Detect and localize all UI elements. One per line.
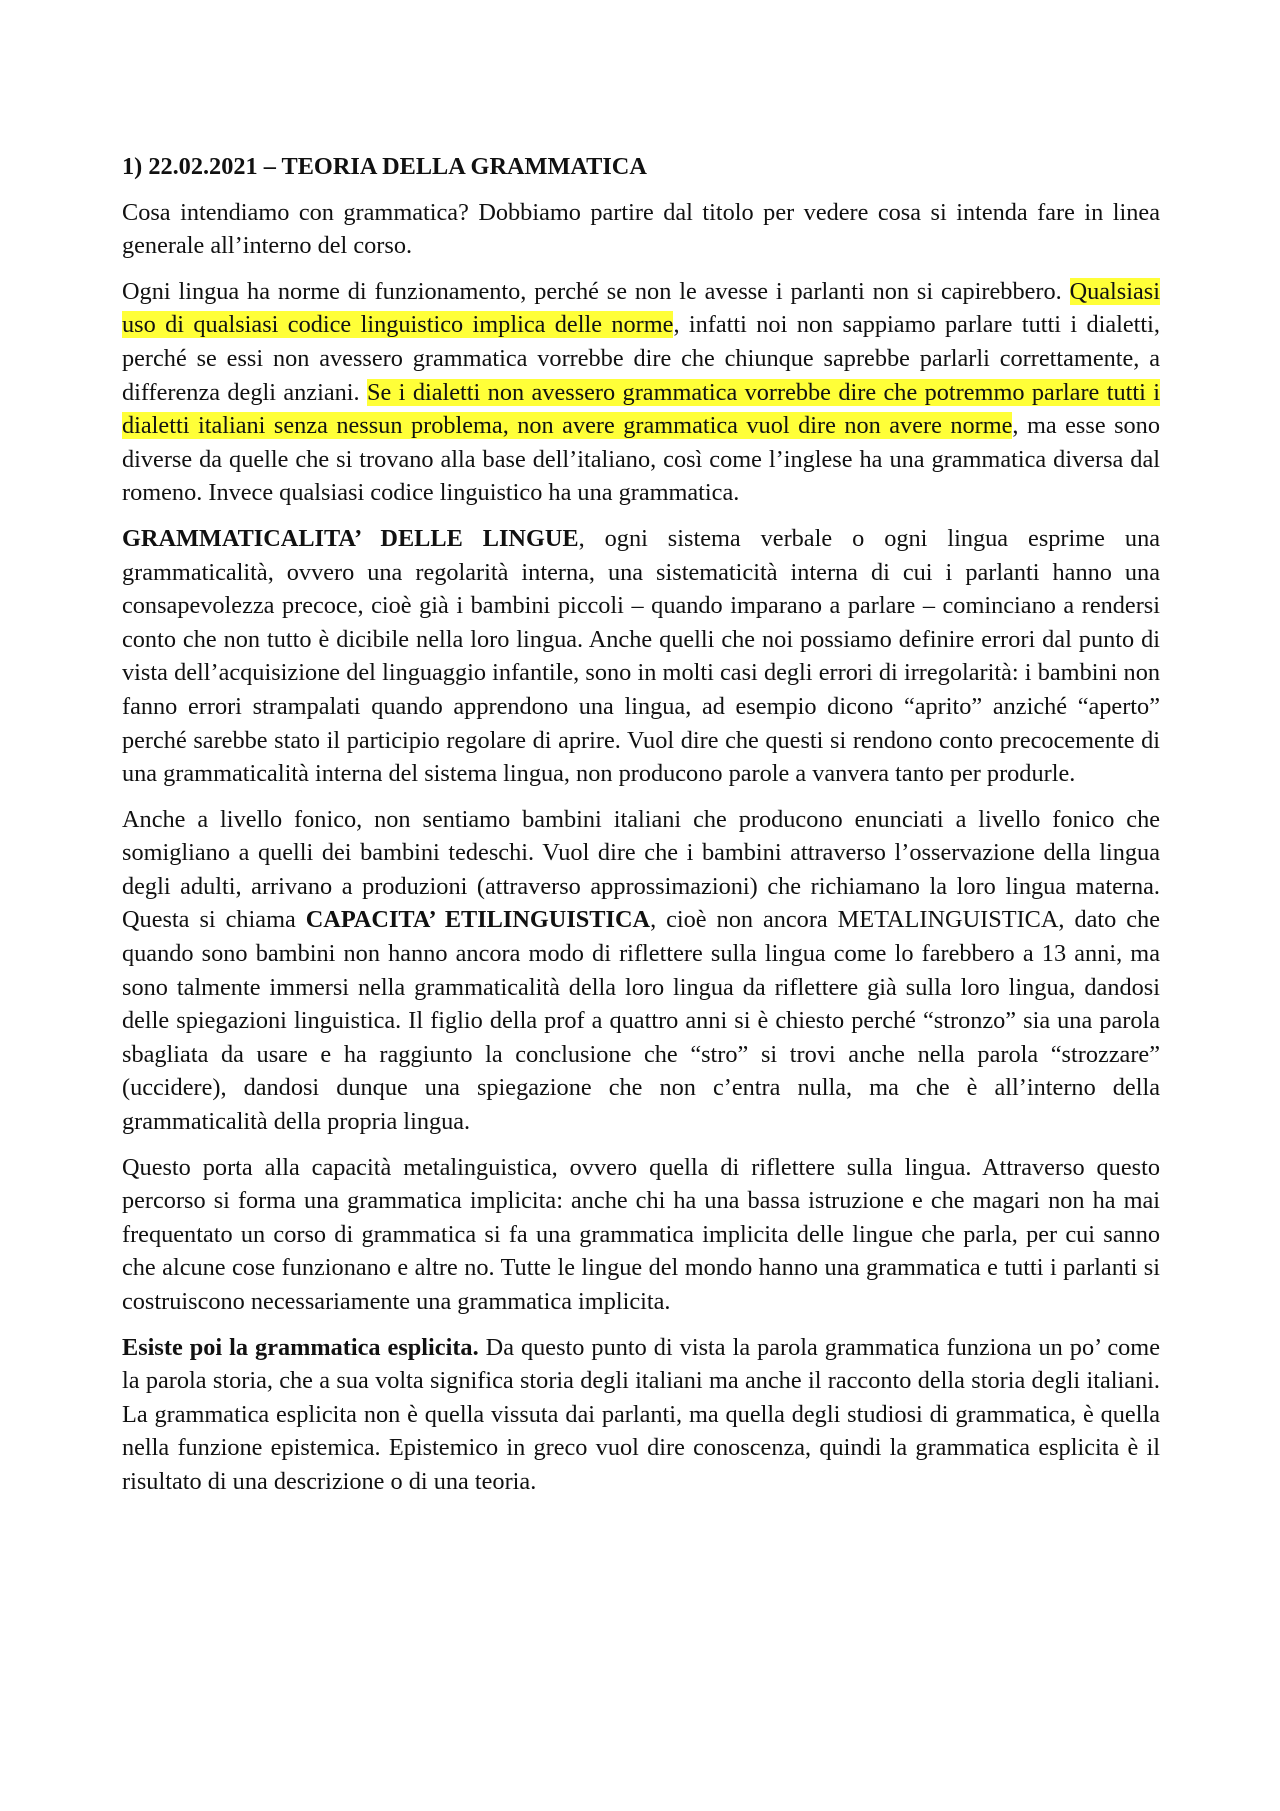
paragraph-4	[122, 803, 1160, 1139]
term-capacita-etilinguistica: CAPACITA’ ETILINGUISTICA	[305, 906, 651, 934]
paragraph-2-text-c: , ma esse sono diverse da quelle che si trovano alla base dell’italiano, così come l’inglese ha una grammatica diversa dal romeno. Invece qualsiasi codice linguistico ha una grammatica.	[122, 412, 1160, 507]
paragraph-4-text-b: , cioè non ancora METALINGUISTICA, dato che quando sono bambini non hanno ancora modo di riflettere sulla lingua come lo farebbero a 13 anni, ma sono talmente immersi nella grammaticalità della loro lingua da riflettere già sulla loro lingua, dandosi delle spiegazioni linguistica. Il figlio della prof a quattro anni si è chiesto perché “stronzo” sia una parola sbagliata da usare e ha raggiunto la conclusione che “stro” si trovi anche nella parola “strozzare” (uccidere), dandosi dunque una spiegazione che non c’entra nulla, ma che è all’interno della grammaticalità della propria lingua.	[122, 906, 1160, 1136]
highlighted-text-2: Se i dialetti non avessero grammatica vorrebbe dire che potremmo parlare tutti i dialetti italiani senza nessun problema, non avere grammatica vuol dire non avere norme	[122, 378, 1161, 440]
paragraph-3-text: , ogni sistema verbale o ogni lingua esprime una grammaticalità, ovvero una regolarità interna, una sistematicità interna di cui i parlanti hanno una consapevolezza precoce, cioè già i bambini piccoli – quando imparano a parlare – cominciano a rendersi conto che non tutto è dicibile nella loro lingua. Anche quelli che noi possiamo definire errori dal punto di vista dell’acquisizione del linguaggio infantile, sono in molti casi degli errori di irregolarità: i bambini non fanno errori strampalati quando apprendono una lingua, ad esempio dicono “aprito” anziché “aperto” perché sarebbe stato il participio regolare di aprire. Vuol dire che questi si rendono conto precocemente di una grammaticalità interna del sistema lingua, non producono parole a vanvera tanto per produrle.	[122, 524, 1160, 788]
paragraph-5: Questo porta alla capacità metalinguistica, ovvero quella di riflettere sulla lingua. Attraverso questo percorso si forma una grammatica implicita: anche chi ha una bassa istruzione e che magari non ha mai frequentato un corso di grammatica si fa una grammatica implicita delle lingue che parla, per cui sanno che alcune cose funzionano e altre no. Tutte le lingue del mondo hanno una grammatica e tutti i parlanti si costruiscono necessariamente una grammatica implicita.	[122, 1153, 1160, 1315]
paragraph-6-text: Da questo punto di vista la parola grammatica funziona un po’ come la parola storia, che a sua volta significa storia degli italiani ma anche il racconto della storia degli italiani. La grammatica esplicita non è quella vissuta dai parlanti, ma quella degli studiosi di grammatica, è quella nella funzione epistemica. Epistemico in greco vuol dire conoscenza, quindi la grammatica esplicita è il risultato di una descrizione o di una teoria.	[122, 1333, 1160, 1495]
paragraph-2-text-b: , infatti noi non sappiamo parlare tutti i dialetti, perché se essi non avessero grammatica vorrebbe dire che chiunque saprebbe parlarli correttamente, a differenza degli anziani.	[122, 311, 1161, 406]
paragraph-2	[122, 275, 1160, 510]
page-title: 1) 22.02.2021 – TEORIA DELLA GRAMMATICA	[122, 153, 647, 180]
section-heading-grammatica-esplicita: Esiste poi la grammatica esplicita.	[122, 1333, 479, 1361]
paragraph-2-text-a: Ogni lingua ha norme di funzionamento, perché se non le avesse i parlanti non si capirebbero.	[122, 277, 1070, 305]
paragraph-3	[122, 522, 1160, 791]
paragraph-4-text-a: Anche a livello fonico, non sentiamo bambini italiani che producono enunciati a livello fonico che somigliano a quelli dei bambini tedeschi. Vuol dire che i bambini attraverso l’osservazione della lingua degli adulti, arrivano a produzioni (attraverso approssimazioni) che richiamano la loro lingua materna. Questa si chiama	[122, 805, 1160, 934]
paragraph-6	[122, 1331, 1160, 1499]
highlighted-text-1: Qualsiasi uso di qualsiasi codice linguistico implica delle norme	[122, 277, 1160, 339]
paragraph-1: Cosa intendiamo con grammatica? Dobbiamo partire dal titolo per vedere cosa si intenda fare in linea generale all’interno del corso.	[122, 198, 1160, 260]
section-heading-grammaticalita: GRAMMATICALITA’ DELLE LINGUE	[122, 524, 579, 552]
